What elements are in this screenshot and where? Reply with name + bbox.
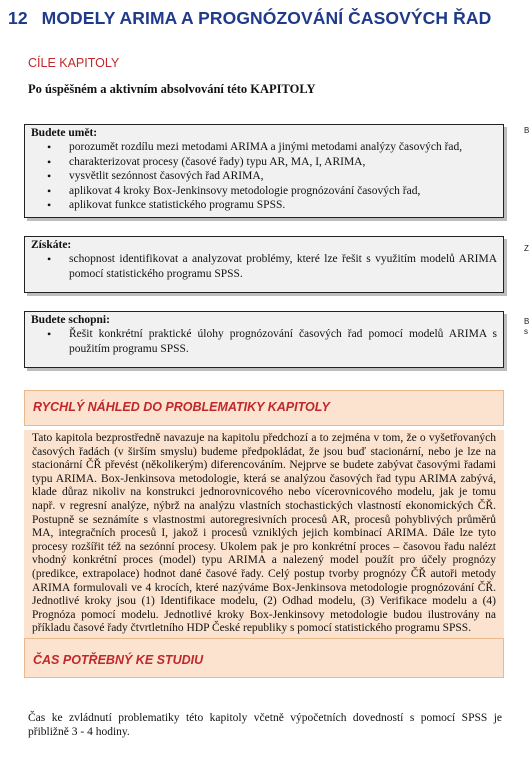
overview-text: Tato kapitola bezprostředně navazuje na kapitolu předchozí a to zejména v tom, že o vyšetřovaných časových řadách (v širším smyslu) budeme předpokládat, že jsou buď stacionární, nebo je lze na stacionární ČŘ převést (několikerým) diferencováním. Nejprve se budete zabývat časovými řadami typu ARIMA. Box-Jenkinsova metodologie, která se analýzou časových řad typu ARIMA zabývá, klade důraz nikoliv na konstrukci jednorovnicového nebo vícerovnicového modelu, jak je tomu např. v regresní analýze, nýbrž na analýzu vlastních stochastických vlastností ekonomických ČŘ. Postupně se seznámíte s vlastnostmi autoregresivních procesů AR, procesů pohyblivých průměrů MA, integračních procesů I, jakož i procesů vzniklých jejich kombinací ARIMA. Dále lze tyto procesy rozšířit též na sezónní procesy. Ukolem pak je pro konkrétní proces – časovou řadu nalézt vhodný konkrétní proces (model) typu ARIMA a nalezený model použít pro účely prognózy (predikce, extrapolace) hodnot dané časové řady. Celý postup tvorby prognózy ČŘ autoři metody ARIMA formulovali ve 4 krocích, které nazýváme Box-Jenkinsova metodologie prognózování ČŘ. Jednotlivé kroky jsou (1) Identifikace modelu, (2) Odhad modelu, (3) Verifikace modelu a (4) Prognóza pomocí modelu. Jednotlivé kroky Box-Jenkinsovy metodologie budou ilustrovány na příkladu časové řady čtvrtletního HDP České republiky s pomocí statistického programu SPSS. (24, 430, 504, 640)
list-item: • aplikovat 4 kroky Box-Jenkinsovy metodologie prognózování časových řad, (69, 184, 497, 199)
gains-box-title: Získáte: (31, 239, 72, 251)
list-item: • charakterizovat procesy (časové řady) typu AR, MA, I, ARIMA, (69, 155, 497, 170)
abilities-list (31, 327, 497, 356)
chapter-title-text: MODELY ARIMA A PROGNÓZOVÁNÍ ČASOVÝCH ŘAD (41, 8, 492, 28)
side-mark: s (524, 327, 528, 336)
skills-box (24, 124, 504, 218)
study-time-text: Čas ke zvládnutí problematiky této kapitoly včetně výpočetních dovedností s pomocí SPSS je přibližně 3 - 4 hodiny. (28, 712, 502, 738)
list-item: • aplikovat funkce statistického programu SPSS. (69, 198, 497, 213)
chapter-number: 12 (8, 8, 28, 28)
gains-list (31, 252, 497, 281)
abilities-box-title: Budete schopni: (31, 314, 110, 326)
gains-box (24, 236, 504, 293)
side-mark: B (524, 317, 530, 326)
abilities-box (24, 311, 504, 368)
side-mark: Z (524, 244, 529, 253)
skills-list (31, 140, 497, 213)
goals-intro: Po úspěšném a aktivním absolvování této KAPITOLY (28, 82, 316, 96)
list-item: • porozumět rozdílu mezi metodami ARIMA a jinými metodami analýzy časových řad, (69, 140, 497, 155)
study-time-heading: ČAS POTŘEBNÝ KE STUDIU (24, 638, 504, 678)
list-item: • vysvětlit sezónnost časových řad ARIMA, (69, 169, 497, 184)
skills-box-title: Budete umět: (31, 127, 98, 139)
side-mark: B (524, 126, 530, 135)
list-item: • schopnost identifikovat a analyzovat problémy, které lze řešit s využitím modelů ARIMA pomocí statistického programu SPSS. (69, 252, 497, 281)
list-item: • Řešit konkrétní praktické úlohy prognózování časových řad pomocí modelů ARIMA s použitím programu SPSS. (69, 327, 497, 356)
goals-heading: CÍLE KAPITOLY (28, 56, 120, 70)
overview-heading: RYCHLÝ NÁHLED DO PROBLEMATIKY KAPITOLY (24, 390, 504, 426)
chapter-title (8, 8, 523, 29)
